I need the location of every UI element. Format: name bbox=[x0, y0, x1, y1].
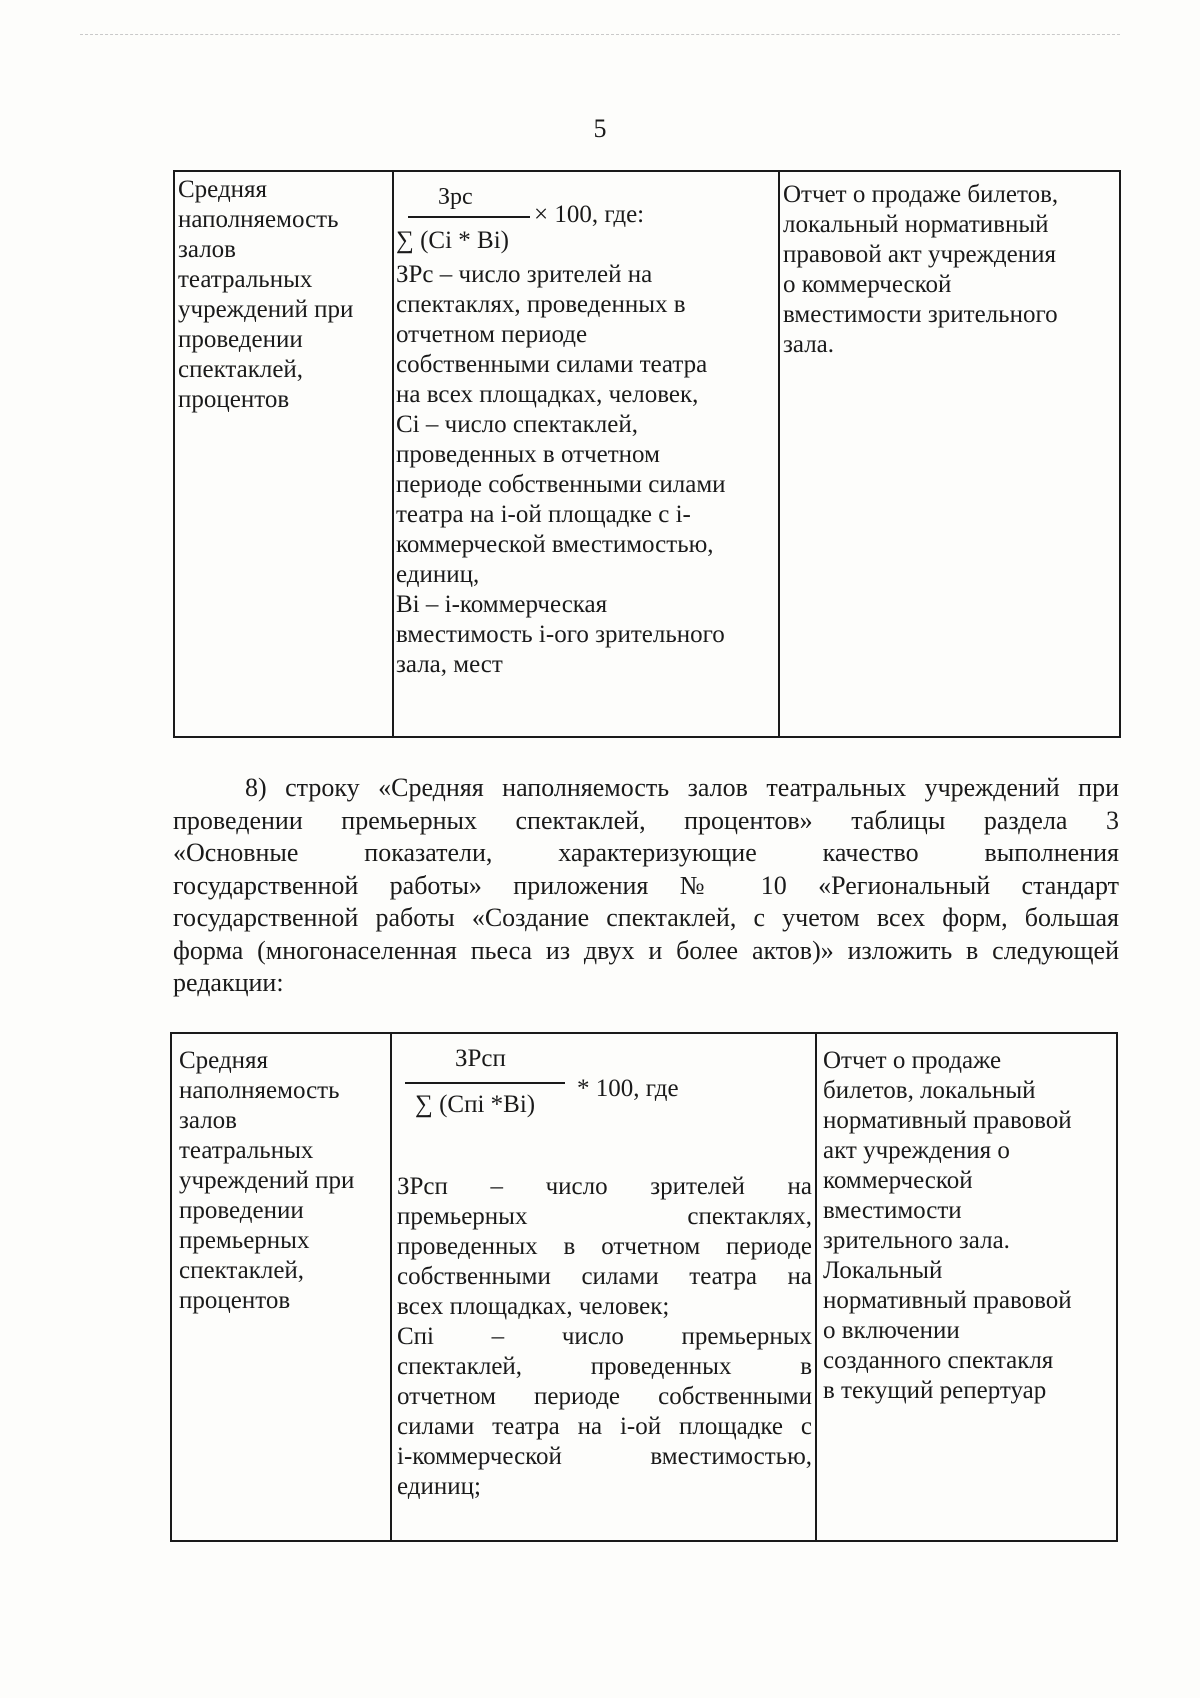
table-2-col2-line: собственными силами театра на bbox=[397, 1263, 812, 1290]
paragraph-line: проведении премьерных спектаклей, процентов» таблицы раздела 3 bbox=[173, 805, 1119, 835]
paragraph-line: государственной работы «Создание спектаклей, с учетом всех форм, большая bbox=[173, 903, 1119, 932]
table-2-col1-line: учреждений при bbox=[179, 1167, 355, 1194]
paragraph-line: «Основные показатели, характеризующие качество выполнения bbox=[173, 838, 1119, 867]
table-1-col2-line: вместимость i-ого зрительного bbox=[396, 621, 725, 648]
table-2-col1-line: спектаклей, bbox=[179, 1257, 305, 1284]
fraction-bar bbox=[408, 216, 530, 218]
table-1-col3-line: о коммерческой bbox=[783, 271, 952, 298]
formula-multiplier: × 100, где: bbox=[534, 201, 645, 228]
table-1-col2-line: коммерческой вместимостью, bbox=[396, 531, 714, 558]
table-1-col1-line: залов bbox=[178, 236, 236, 263]
formula-multiplier: * 100, где bbox=[577, 1075, 679, 1102]
formula-numerator: Зрс bbox=[438, 184, 473, 210]
table-1-col2-line: собственными силами театра bbox=[396, 351, 708, 378]
table-1-col2-line: отчетном периоде bbox=[396, 321, 588, 348]
table-2-col3-line: нормативный правовой bbox=[823, 1107, 1072, 1134]
table-2-col1-line: залов bbox=[179, 1107, 237, 1134]
table-2-col3-line: акт учреждения о bbox=[823, 1137, 1010, 1164]
table-2-formula-cell bbox=[390, 1034, 815, 1540]
table-1-col2-line: Вi – i-коммерческая bbox=[396, 591, 608, 618]
table-2-indicator-cell bbox=[172, 1034, 390, 1540]
table-1-col1-line: театральных bbox=[178, 266, 313, 293]
table-2-col1-line: Средняя bbox=[179, 1047, 269, 1074]
table-2-col3-line: коммерческой bbox=[823, 1167, 973, 1194]
table-2-col2-line: премьерных спектаклях, bbox=[397, 1203, 812, 1230]
fraction-bar bbox=[405, 1082, 565, 1084]
formula-denominator: ∑ (Спi *Вi) bbox=[415, 1091, 536, 1118]
scan-edge-line bbox=[80, 34, 1120, 35]
table-1-col2-line: спектаклях, проведенных в bbox=[396, 291, 686, 318]
paragraph-line: государственной работы» приложения № 10 «Региональный стандарт bbox=[173, 870, 1119, 900]
table-2-col3-line: Отчет о продаже bbox=[823, 1047, 1002, 1074]
table-1-col2-line: на всех площадках, человек, bbox=[396, 381, 699, 408]
table-1-col1-line: Средняя bbox=[178, 176, 268, 203]
table-1-col3-line: зала. bbox=[783, 331, 835, 358]
table-2 bbox=[170, 1032, 1118, 1542]
table-1-col2-line: театра на i-ой площадке с i- bbox=[396, 501, 691, 528]
table-2-col3-line: нормативный правовой bbox=[823, 1287, 1072, 1314]
page-number: 5 bbox=[593, 114, 607, 143]
table-1-col2-line: зала, мест bbox=[396, 651, 503, 678]
table-2-col2-line: силами театра на i-ой площадке с bbox=[397, 1413, 812, 1440]
table-1-col1-line: учреждений при bbox=[178, 296, 354, 323]
table-2-col1-line: театральных bbox=[179, 1137, 314, 1164]
table-1 bbox=[173, 170, 1121, 738]
table-2-col3-line: о включении bbox=[823, 1317, 960, 1344]
table-1-col3-line: Отчет о продаже билетов, bbox=[783, 181, 1059, 208]
table-2-col2-line: ЗРсп – число зрителей на bbox=[397, 1173, 812, 1200]
table-2-col3-line: билетов, локальный bbox=[823, 1077, 1036, 1104]
table-2-col2-line: отчетном периоде собственными bbox=[397, 1383, 812, 1410]
table-1-col3-line: правовой акт учреждения bbox=[783, 241, 1056, 268]
paragraph-line: форма (многонаселенная пьеса из двух и более актов)» изложить в следующей bbox=[173, 935, 1119, 965]
table-2-col3-line: Локальный bbox=[823, 1257, 943, 1284]
formula-denominator: ∑ (Сi * Вi) bbox=[396, 227, 509, 254]
amendment-paragraph bbox=[173, 772, 1119, 1000]
table-2-source-cell bbox=[815, 1034, 1116, 1540]
table-1-col1-line: наполняемость bbox=[178, 206, 339, 233]
table-1-col3-line: локальный нормативный bbox=[783, 211, 1049, 238]
table-1-formula-cell bbox=[392, 172, 778, 736]
table-2-col2-line: Спi – число премьерных bbox=[397, 1323, 812, 1350]
table-2-col3-line: созданного спектакля bbox=[823, 1347, 1054, 1374]
table-2-col1-line: наполняемость bbox=[179, 1077, 340, 1104]
paragraph-line: 8) строку «Средняя наполняемость залов театральных учреждений при bbox=[245, 773, 1119, 802]
table-1-col1-line: спектаклей, bbox=[178, 356, 304, 383]
table-2-col1-line: проведении bbox=[179, 1197, 304, 1224]
table-2-col2-line: всех площадках, человек; bbox=[397, 1293, 670, 1320]
paragraph-line: редакции: bbox=[173, 968, 284, 997]
table-1-col2-line: проведенных в отчетном bbox=[396, 441, 660, 468]
table-2-col1-line: процентов bbox=[179, 1287, 291, 1314]
table-2-col2-line: единиц; bbox=[397, 1473, 481, 1500]
table-1-formula bbox=[396, 180, 776, 260]
table-1-col2-line: периоде собственными силами bbox=[396, 471, 726, 498]
table-1-col2-line: единиц, bbox=[396, 561, 480, 588]
table-1-indicator-cell bbox=[175, 172, 392, 736]
table-2-col2-line: спектаклей, проведенных в bbox=[397, 1353, 812, 1380]
table-2-col3-line: вместимости bbox=[823, 1197, 962, 1224]
table-2-col2-line: i-коммерческой вместимостью, bbox=[397, 1443, 812, 1470]
table-1-col1-line: проведении bbox=[178, 326, 303, 353]
formula-numerator: ЗРсп bbox=[455, 1045, 506, 1072]
table-1-col3-line: вместимости зрительного bbox=[783, 301, 1058, 328]
table-1-col1-line: процентов bbox=[178, 386, 290, 413]
table-2-col3-line: в текущий репертуар bbox=[823, 1377, 1047, 1404]
table-2-col2-line: проведенных в отчетном периоде bbox=[397, 1233, 812, 1260]
table-1-source-cell bbox=[778, 172, 1119, 736]
table-2-formula bbox=[397, 1044, 812, 1172]
table-1-col2-line: ЗРс – число зрителей на bbox=[396, 261, 653, 288]
table-1-col2-line: Сi – число спектаклей, bbox=[396, 411, 638, 438]
table-2-col1-line: премьерных bbox=[179, 1227, 310, 1254]
table-2-col3-line: зрительного зала. bbox=[823, 1227, 1010, 1254]
